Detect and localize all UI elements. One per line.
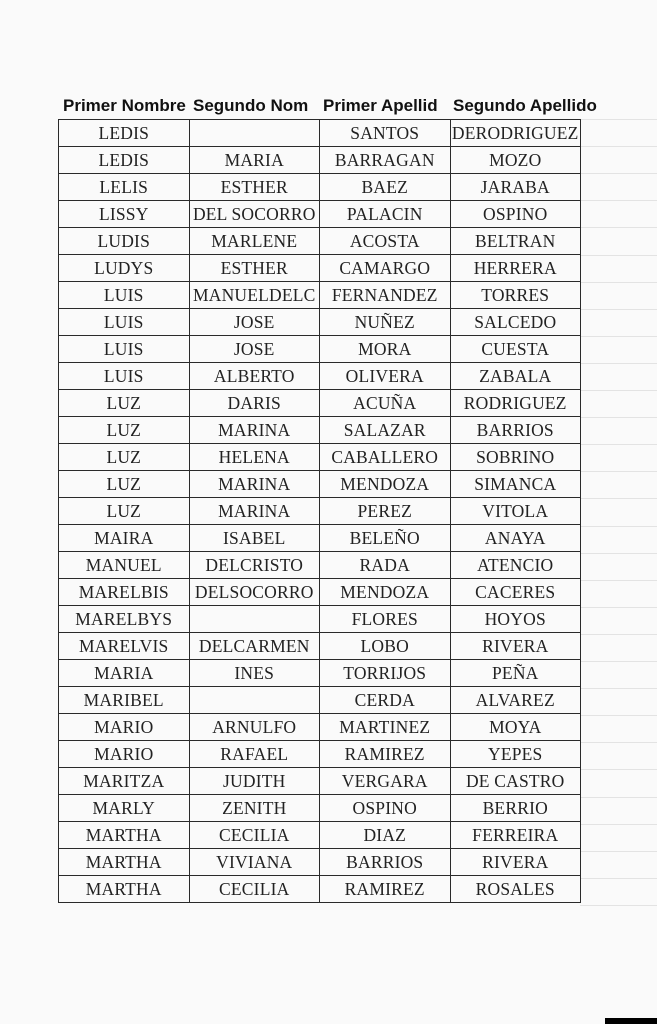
cell-primer-apellido: RAMIREZ: [320, 741, 451, 768]
cell-segundo-nombre: INES: [189, 660, 320, 687]
cell-segundo-apellido: CUESTA: [450, 336, 581, 363]
table-row: [59, 741, 581, 768]
table-row: [59, 876, 581, 903]
cell-primer-nombre: MARIA: [59, 660, 190, 687]
faint-gridline: [580, 173, 657, 174]
faint-gridline: [580, 498, 657, 499]
cell-segundo-apellido: ALVAREZ: [450, 687, 581, 714]
cell-primer-apellido: BAEZ: [320, 174, 451, 201]
faint-gridline: [580, 878, 657, 879]
cell-primer-apellido: MENDOZA: [320, 471, 451, 498]
cell-segundo-nombre: MANUELDELC: [189, 282, 320, 309]
cell-segundo-apellido: HOYOS: [450, 606, 581, 633]
table-row: [59, 687, 581, 714]
table-row: [59, 660, 581, 687]
cell-segundo-nombre: ESTHER: [189, 255, 320, 282]
cell-segundo-apellido: SALCEDO: [450, 309, 581, 336]
cell-primer-apellido: FERNANDEZ: [320, 282, 451, 309]
cell-primer-apellido: BARRAGAN: [320, 147, 451, 174]
cell-primer-apellido: NUÑEZ: [320, 309, 451, 336]
cell-segundo-nombre: ISABEL: [189, 525, 320, 552]
table-row: [59, 201, 581, 228]
table-row: [59, 552, 581, 579]
cell-primer-nombre: LUZ: [59, 390, 190, 417]
cell-primer-apellido: CABALLERO: [320, 444, 451, 471]
cell-primer-apellido: MORA: [320, 336, 451, 363]
cell-primer-apellido: TORRIJOS: [320, 660, 451, 687]
cell-segundo-nombre: ARNULFO: [189, 714, 320, 741]
cell-segundo-nombre: JOSE: [189, 309, 320, 336]
cell-primer-nombre: MARELBYS: [59, 606, 190, 633]
cell-primer-apellido: MENDOZA: [320, 579, 451, 606]
table-row: [59, 579, 581, 606]
faint-gridline: [580, 661, 657, 662]
header-segundo-apellido: Segundo Apellido: [453, 96, 597, 115]
table-row: [59, 363, 581, 390]
cell-primer-apellido: RADA: [320, 552, 451, 579]
cell-segundo-nombre: MARIA: [189, 147, 320, 174]
cell-primer-nombre: MARITZA: [59, 768, 190, 795]
cell-primer-nombre: LEDIS: [59, 120, 190, 147]
faint-gridline: [580, 851, 657, 852]
faint-gridline: [580, 417, 657, 418]
faint-gridline: [580, 797, 657, 798]
cell-segundo-nombre: CECILIA: [189, 876, 320, 903]
cell-segundo-apellido: MOYA: [450, 714, 581, 741]
table-row: [59, 336, 581, 363]
faint-gridline: [580, 553, 657, 554]
cell-segundo-apellido: ROSALES: [450, 876, 581, 903]
faint-gridline: [580, 227, 657, 228]
faint-gridline: [580, 607, 657, 608]
cell-segundo-apellido: DERODRIGUEZ: [450, 120, 581, 147]
cell-primer-apellido: CAMARGO: [320, 255, 451, 282]
cell-segundo-apellido: JARABA: [450, 174, 581, 201]
faint-gridline: [580, 309, 657, 310]
cell-primer-nombre: MAIRA: [59, 525, 190, 552]
cell-primer-nombre: MARTHA: [59, 822, 190, 849]
cell-primer-apellido: OSPINO: [320, 795, 451, 822]
cell-primer-nombre: MARIO: [59, 741, 190, 768]
cell-segundo-nombre: JOSE: [189, 336, 320, 363]
faint-gridline: [580, 200, 657, 201]
cell-segundo-nombre: MARINA: [189, 417, 320, 444]
table-row: [59, 174, 581, 201]
cell-segundo-apellido: ZABALA: [450, 363, 581, 390]
faint-gridline: [580, 336, 657, 337]
cell-segundo-apellido: ANAYA: [450, 525, 581, 552]
cell-primer-apellido: BARRIOS: [320, 849, 451, 876]
cell-segundo-nombre: ESTHER: [189, 174, 320, 201]
cell-primer-apellido: ACOSTA: [320, 228, 451, 255]
cell-primer-nombre: LUDIS: [59, 228, 190, 255]
cell-primer-nombre: LISSY: [59, 201, 190, 228]
cell-segundo-apellido: RIVERA: [450, 849, 581, 876]
cell-segundo-nombre: MARINA: [189, 471, 320, 498]
table-row: [59, 714, 581, 741]
table-row: [59, 309, 581, 336]
table-row: [59, 849, 581, 876]
cell-primer-nombre: LUZ: [59, 498, 190, 525]
cell-primer-nombre: LUIS: [59, 282, 190, 309]
cell-segundo-apellido: TORRES: [450, 282, 581, 309]
cell-primer-nombre: MARIO: [59, 714, 190, 741]
cell-primer-nombre: MARELBIS: [59, 579, 190, 606]
cell-primer-apellido: MARTINEZ: [320, 714, 451, 741]
cell-segundo-apellido: PEÑA: [450, 660, 581, 687]
cell-primer-apellido: PEREZ: [320, 498, 451, 525]
cell-segundo-apellido: BERRIO: [450, 795, 581, 822]
cell-segundo-nombre: JUDITH: [189, 768, 320, 795]
cell-primer-apellido: DIAZ: [320, 822, 451, 849]
cell-segundo-apellido: RIVERA: [450, 633, 581, 660]
table-row: [59, 147, 581, 174]
cell-segundo-nombre: DARIS: [189, 390, 320, 417]
cell-primer-apellido: BELEÑO: [320, 525, 451, 552]
cell-segundo-nombre: DEL SOCORRO: [189, 201, 320, 228]
cell-segundo-nombre: HELENA: [189, 444, 320, 471]
table-row: [59, 795, 581, 822]
cell-primer-nombre: LUDYS: [59, 255, 190, 282]
cell-primer-apellido: ACUÑA: [320, 390, 451, 417]
cell-primer-apellido: FLORES: [320, 606, 451, 633]
cell-segundo-nombre: RAFAEL: [189, 741, 320, 768]
cell-primer-nombre: LUZ: [59, 417, 190, 444]
names-table: [58, 119, 581, 903]
cell-primer-nombre: LELIS: [59, 174, 190, 201]
cell-segundo-apellido: BARRIOS: [450, 417, 581, 444]
cell-segundo-apellido: DE CASTRO: [450, 768, 581, 795]
cell-segundo-nombre: ZENITH: [189, 795, 320, 822]
cell-primer-apellido: PALACIN: [320, 201, 451, 228]
faint-gridline: [580, 363, 657, 364]
header-segundo-nombre: Segundo Nom: [193, 96, 309, 115]
cell-primer-apellido: OLIVERA: [320, 363, 451, 390]
table-row: [59, 525, 581, 552]
cell-segundo-nombre: MARLENE: [189, 228, 320, 255]
cell-segundo-nombre: DELSOCORRO: [189, 579, 320, 606]
faint-gridline: [580, 905, 657, 906]
cell-primer-nombre: MARTHA: [59, 849, 190, 876]
cell-primer-apellido: SANTOS: [320, 120, 451, 147]
cell-segundo-nombre: MARINA: [189, 498, 320, 525]
table-row: [59, 768, 581, 795]
faint-gridline: [580, 471, 657, 472]
faint-gridline: [580, 390, 657, 391]
cell-primer-nombre: MANUEL: [59, 552, 190, 579]
cell-segundo-nombre: CECILIA: [189, 822, 320, 849]
faint-gridline: [580, 580, 657, 581]
cell-segundo-apellido: ATENCIO: [450, 552, 581, 579]
cell-segundo-nombre: VIVIANA: [189, 849, 320, 876]
cell-segundo-nombre: [189, 120, 320, 147]
cell-segundo-apellido: YEPES: [450, 741, 581, 768]
table-row: [59, 633, 581, 660]
table-row: [59, 606, 581, 633]
header-primer-apellido: Primer Apellid: [323, 96, 438, 115]
cell-primer-nombre: LUIS: [59, 363, 190, 390]
faint-gridline: [580, 634, 657, 635]
faint-gridline: [580, 282, 657, 283]
table-row: [59, 390, 581, 417]
cell-segundo-apellido: OSPINO: [450, 201, 581, 228]
cell-segundo-nombre: DELCARMEN: [189, 633, 320, 660]
cell-primer-apellido: VERGARA: [320, 768, 451, 795]
corner-bar: [605, 1018, 657, 1024]
cell-primer-nombre: LUIS: [59, 309, 190, 336]
header-primer-nombre: Primer Nombre: [63, 96, 186, 115]
faint-gridline: [580, 526, 657, 527]
cell-primer-apellido: RAMIREZ: [320, 876, 451, 903]
faint-gridlines: [580, 119, 657, 905]
cell-segundo-apellido: HERRERA: [450, 255, 581, 282]
table-row: [59, 282, 581, 309]
faint-gridline: [580, 688, 657, 689]
faint-gridline: [580, 119, 657, 120]
cell-segundo-apellido: RODRIGUEZ: [450, 390, 581, 417]
table-row: [59, 444, 581, 471]
cell-segundo-apellido: CACERES: [450, 579, 581, 606]
cell-primer-nombre: MARIBEL: [59, 687, 190, 714]
cell-primer-nombre: MARLY: [59, 795, 190, 822]
cell-segundo-apellido: VITOLA: [450, 498, 581, 525]
cell-primer-apellido: LOBO: [320, 633, 451, 660]
cell-primer-nombre: LUIS: [59, 336, 190, 363]
table-row: [59, 417, 581, 444]
cell-segundo-apellido: SOBRINO: [450, 444, 581, 471]
column-header-row: [58, 94, 618, 118]
faint-gridline: [580, 715, 657, 716]
cell-primer-apellido: CERDA: [320, 687, 451, 714]
cell-segundo-nombre: ALBERTO: [189, 363, 320, 390]
table-row: [59, 498, 581, 525]
cell-primer-nombre: MARTHA: [59, 876, 190, 903]
cell-primer-nombre: LUZ: [59, 444, 190, 471]
cell-segundo-apellido: BELTRAN: [450, 228, 581, 255]
names-table-body: [59, 120, 581, 903]
faint-gridline: [580, 742, 657, 743]
cell-segundo-nombre: [189, 606, 320, 633]
cell-primer-nombre: MARELVIS: [59, 633, 190, 660]
faint-gridline: [580, 824, 657, 825]
table-row: [59, 120, 581, 147]
faint-gridline: [580, 146, 657, 147]
cell-primer-nombre: LUZ: [59, 471, 190, 498]
table-row: [59, 255, 581, 282]
cell-segundo-nombre: DELCRISTO: [189, 552, 320, 579]
cell-primer-nombre: LEDIS: [59, 147, 190, 174]
cell-segundo-apellido: MOZO: [450, 147, 581, 174]
faint-gridline: [580, 255, 657, 256]
faint-gridline: [580, 444, 657, 445]
faint-gridline: [580, 769, 657, 770]
table-row: [59, 471, 581, 498]
cell-primer-apellido: SALAZAR: [320, 417, 451, 444]
cell-segundo-apellido: FERREIRA: [450, 822, 581, 849]
cell-segundo-apellido: SIMANCA: [450, 471, 581, 498]
cell-segundo-nombre: [189, 687, 320, 714]
table-row: [59, 822, 581, 849]
table-row: [59, 228, 581, 255]
